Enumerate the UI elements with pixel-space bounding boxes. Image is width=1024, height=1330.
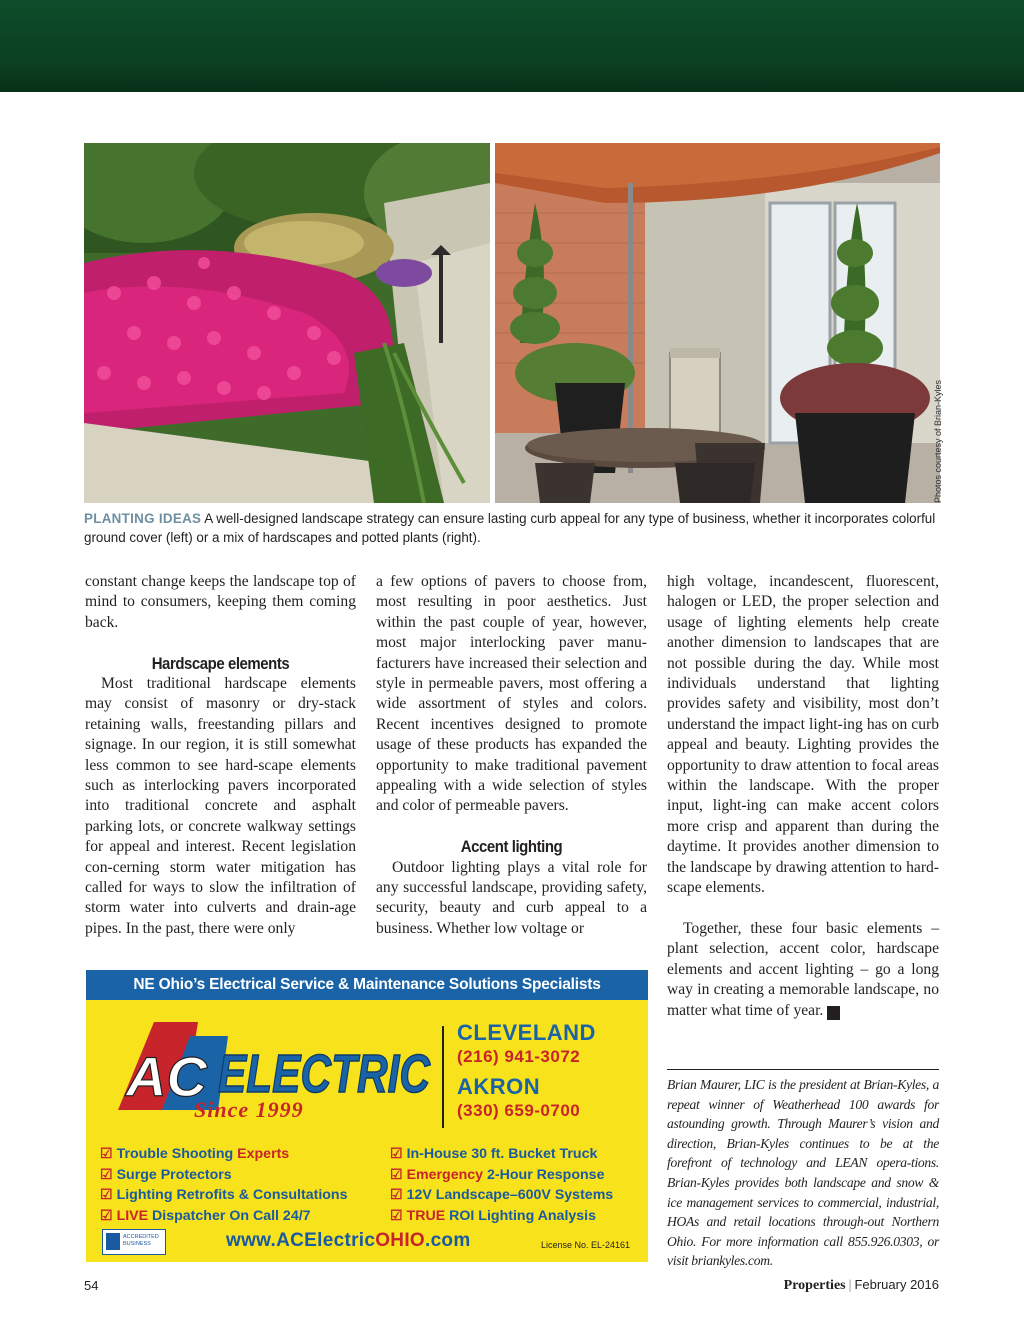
photo-credit: Photos courtesy of Brian-Kyles: [933, 379, 943, 503]
end-mark-icon: P: [827, 1006, 840, 1020]
col3-conclusion-paragraph: [667, 919, 939, 1021]
col1-hardscape-paragraph: Most traditional hardscape elements may consist of masonry or dry-stack retaining walls, freestanding pillars and signage. In our region, it is still somewhat less common to see hard-scape elements such as interlocking pavers incorporated into traditional concrete and asphalt parking lots, or concrete walkway settings for appeal and interest. Recent legislation con-cerning storm water mitigation has called for ways to slow the infiltration of storm water into culverts and drain-age pipes. In the past, there were only: [85, 675, 356, 937]
heading-hardscape-elements: Hardscape elements: [151, 653, 290, 673]
ad-phone-cleveland[interactable]: (216) 941-3072: [457, 1047, 581, 1066]
ad-city-cleveland: CLEVELAND: [457, 1020, 596, 1045]
bbb-label: ACCREDITED BUSINESS: [123, 1234, 159, 1247]
photo-patio-planters: [495, 143, 940, 503]
page-number: 54: [84, 1278, 99, 1293]
caption-text: A well-designed landscape strategy can ensure lasting curb appeal for any type of business, whether it incorporates colorful ground cover (left) or a mix of hardscapes and potted plants (right).: [84, 511, 936, 545]
issue-date: February 2016: [854, 1277, 939, 1292]
ad-service-item: ☑ Emergency 2-Hour Response: [390, 1165, 605, 1183]
ad-since-1999: Since 1999: [194, 1097, 304, 1122]
ad-services-list-right: [390, 1144, 613, 1226]
ad-service-item: ☑ TRUE ROI Lighting Analysis: [390, 1206, 597, 1224]
ad-divider: [442, 1026, 444, 1128]
ad-phone-akron[interactable]: (330) 659-0700: [457, 1101, 581, 1120]
ad-service-item: ☑ Trouble Shooting Experts: [100, 1145, 290, 1162]
ad-city-akron: AKRON: [457, 1074, 541, 1099]
conclusion-text: Together, these four basic elements – plant selection, accent color, hardscape elements and accent lighting – go a long way in creating a memorable landscape, no matter what time of year.: [667, 919, 939, 1019]
col3-lighting-paragraph: high voltage, incandescent, fluorescent, halogen or LED, the proper selection and usage of lighting elements help create another dimension to landscapes that are not possible during the day. While most individuals understand that lighting provides safety and visibility, most don’t understand the impact light-ing has on curb appeal and beauty. Lighting provides the opportunity to draw attention to focal areas within the landscape. With the proper input, light-ing can make accent colors more crisp and apparent than during the daytime. It provides another dimension to the landscape by drawing attention to hard-scape elements.: [667, 573, 939, 897]
ad-services-list-left: [100, 1144, 347, 1226]
ad-service-item: ☑ 12V Landscape–600V Systems: [390, 1186, 614, 1204]
ad-service-item: ☑ Surge Protectors: [100, 1165, 232, 1183]
top-banner: [0, 0, 1024, 92]
checkbox-icon: ☑: [390, 1145, 403, 1161]
checkbox-icon: ☑: [390, 1206, 403, 1223]
checkbox-icon: ☑: [100, 1186, 113, 1203]
page-footer: [784, 1277, 939, 1294]
article-column-3: [667, 572, 939, 1021]
ad-service-item: ☑ In-House 30 ft. Bucket Truck: [390, 1145, 598, 1162]
bio-divider: [667, 1069, 939, 1070]
checkbox-icon: ☑: [390, 1165, 403, 1182]
caption-kicker: PLANTING IDEAS: [84, 511, 202, 526]
checkbox-icon: ☑: [100, 1206, 113, 1223]
col1-intro-paragraph: constant change keeps the landscape top of mind to consumers, keeping them coming back.: [85, 573, 356, 631]
ad-license-number: License No. EL-24161: [541, 1240, 631, 1250]
bbb-seal-icon: [106, 1233, 120, 1250]
logo-electric-text: ELECTRIC: [218, 1044, 431, 1104]
bbb-accredited-badge: [102, 1229, 166, 1255]
logo-ac-text: AC: [126, 1045, 207, 1108]
heading-accent-lighting: Accent lighting: [460, 837, 563, 857]
ad-service-item: ☑ LIVE Dispatcher On Call 24/7: [100, 1206, 311, 1224]
checkbox-icon: ☑: [100, 1145, 113, 1161]
checkbox-icon: ☑: [390, 1186, 403, 1203]
footer-separator: |: [848, 1278, 852, 1293]
ad-service-item: ☑ Lighting Retrofits & Consultations: [100, 1186, 348, 1204]
checkbox-icon: ☑: [100, 1165, 113, 1182]
magazine-name: Properties: [783, 1278, 846, 1293]
ad-website-link[interactable]: www.ACElectricOHIO.com: [226, 1230, 471, 1251]
article-column-2: [376, 572, 647, 939]
ad-headline: NE Ohio’s Electrical Service & Maintenance Solutions Specialists: [86, 970, 648, 1000]
author-bio: Brian Maurer, LIC is the president at Brian-Kyles, a repeat winner of Weatherhead 100 awards for astounding growth. Through Maurer’s vision and direction, Brian-Kyles continues to be at the forefront of technology and LEAN opera-tions. Brian-Kyles provides both landscape and snow & ice management services to commercial, industrial, HOAs and retail locations through-out Northern Ohio. For more information call 855.926.0303, or visit briankyles.com.: [667, 1077, 939, 1269]
col2-lighting-paragraph: Outdoor lighting plays a vital role for any successful landscape, providing safety, security, beauty and curb appeal to a business. Whether low voltage or: [376, 858, 647, 937]
photo-caption: [84, 509, 944, 547]
article-column-1: [85, 572, 356, 939]
ac-electric-advertisement[interactable]: [86, 970, 648, 1262]
photo-flower-bed: [84, 143, 490, 503]
col2-paver-paragraph: a few options of pavers to choose from, most resulting in poor aesthetics. Just within the past couple of year, however, most major interlocking paver manu-facturers have increased their selection and style in permeable pavers, most offering a wide assortment of styles and colors. Recent incentives designed to promote usage of these products has expanded the opportunity to make traditional pavement appealing with a wide selection of styles and color of permeable pavers.: [376, 573, 647, 815]
